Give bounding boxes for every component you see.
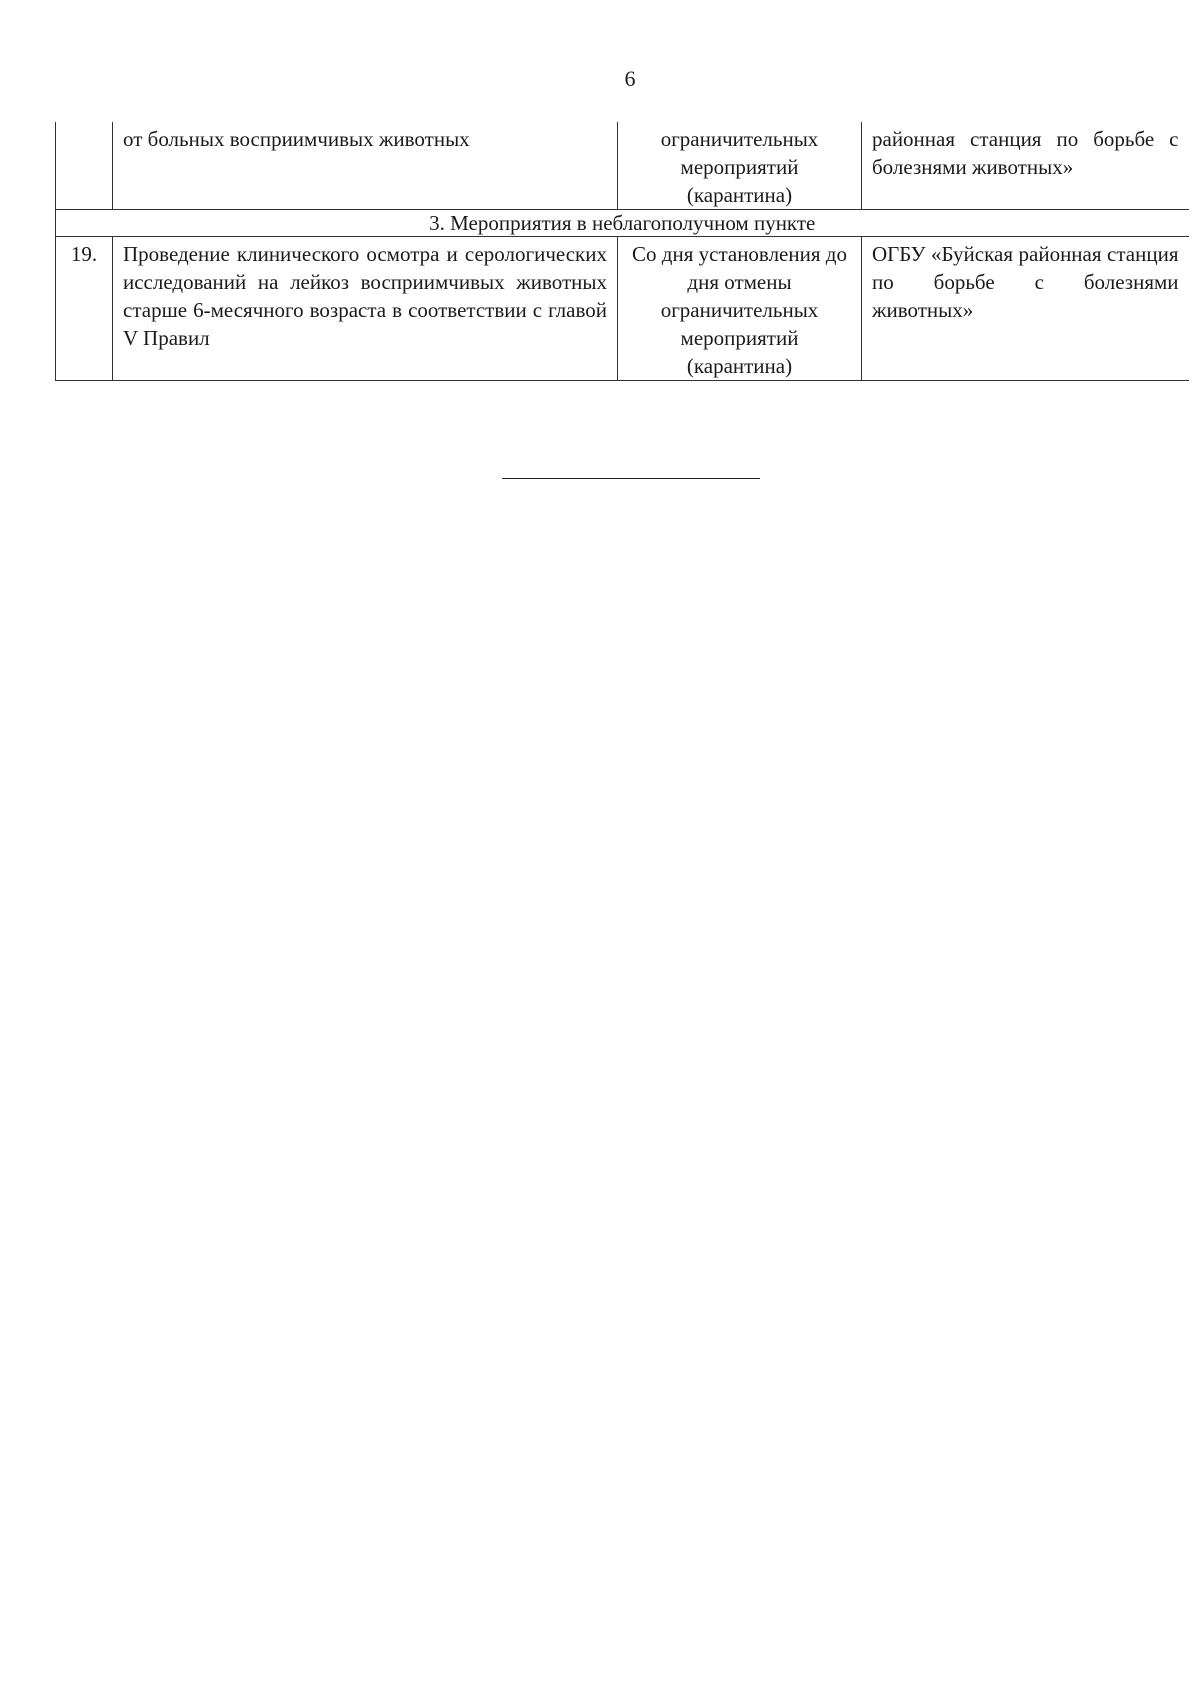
table-row-continuation [56,122,1189,210]
responsible-cell: районная станция по борьбе с болезнями животных» [862,122,1189,210]
event-cell: от больных восприимчивых животных [113,122,618,210]
row-number-cell: 19. [56,237,113,381]
responsible-cell: ОГБУ «Буйская районная станция по борьбе с болезнями животных» [862,237,1189,381]
term-cell: ограничительных мероприятий (карантина) [618,122,862,210]
term-cell: Со дня установления до дня отмены ограничительных мероприятий (карантина) [618,237,862,381]
row-number-cell [56,122,113,210]
section-heading-row [56,210,1189,237]
measures-table [55,122,1189,381]
event-cell: Проведение клинического осмотра и серологических исследований на лейкоз восприимчивых животных старше 6-месячного возраста в соответствии с главой V Правил [113,237,618,381]
end-of-document-rule [502,478,760,479]
section-heading: 3. Мероприятия в неблагополучном пункте [56,210,1189,237]
page-number: 6 [624,66,636,91]
table-row [56,237,1189,381]
